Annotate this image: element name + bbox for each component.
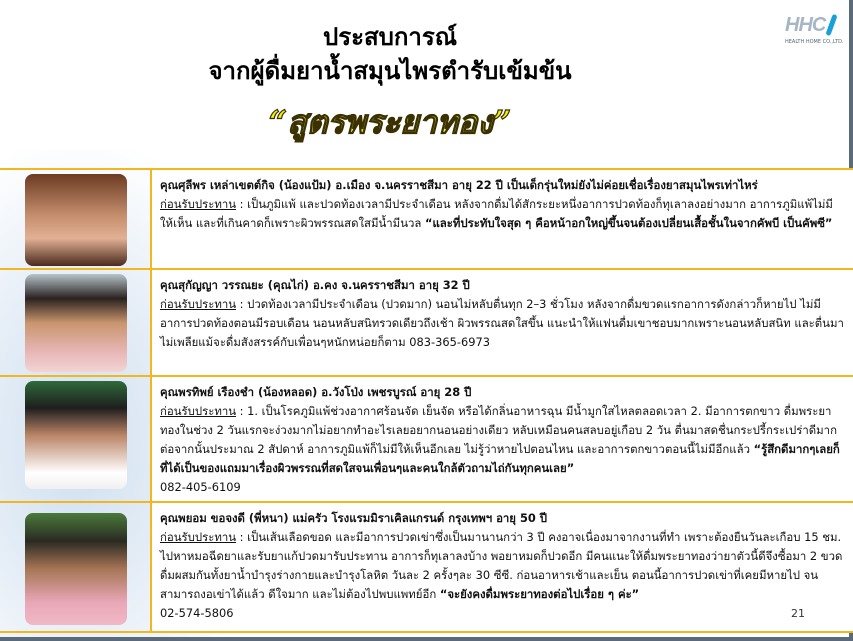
testimonials-table	[0, 168, 853, 633]
hhc-logo	[785, 14, 844, 50]
testimonial-quote: “รู้สึกดีมากๆเลยก็ที่ได้เป็นของแถมมาเรื่องผิวพรรณที่สดใสจนเพื่อนๆและคนใกล้ตัวถามไถ่กันทุกคนเลย”	[160, 442, 840, 475]
testimonial-photo	[25, 274, 127, 372]
table-row	[0, 269, 853, 376]
testimonial-photo	[25, 174, 127, 266]
testimonial-body: : ปวดท้องเวลามีประจำเดือน (ปวดมาก) นอนไม่หลับตื่นทุก 2–3 ชั่วโมง หลังจากดื่มขวดแรกอาการดังกล่าวก็หายไป ไม่มีอาการปวดท้องตอนมีรอบเดือน นอนหลับสนิทรวดเดียวถึงเช้า ผิวพรรณสดใสขึ้น แนะนำให้แฟนดื่มเขาชอบมากเพราะนอนหลับสนิท และตื่นมาไม่เพลียแม้จะดื่มสังสรรค์กับเพื่อนๆหนักหน่อยก็ตาม	[160, 297, 844, 349]
product-title: “สูตรพระยาทอง”	[268, 103, 512, 141]
testimonial-name: คุณพยอม ขอจงดี (พี่หนา) แม่ครัว โรงแรมมิราเคิลแกรนด์ กรุงเทพฯ อายุ 50 ปี	[160, 511, 547, 525]
testimonial-name: คุณสุกัญญา วรรณยะ (คุณไก่) อ.คง จ.นครราชสีมา อายุ 32 ปี	[160, 278, 470, 292]
before-label: ก่อนรับประทาน	[160, 404, 237, 418]
before-label: ก่อนรับประทาน	[160, 530, 237, 544]
title-line-1: ประสบการณ์	[322, 23, 458, 51]
logo-text: HHC	[785, 14, 826, 36]
testimonial-photo	[25, 381, 127, 489]
testimonial-body: : เป็นเส้นเลือดขอด และมีอาการปวดเข่าซึ่งเป็นมานานกว่า 3 ปี คงอาจเนื่องมาจากงานที่ทำ เพราะต้องยืนวันละเกือบ 15 ชม. ไปหาหมอฉีดยาและรับยาแก้ปวดมารับประทาน อาการก็ทุเลาลงบ้าง พอยาหมดก็ปวดอีก มีคนแนะให้ดื่มพระยาทองว่ายาตัวนี้ดีจึงซื้อมา 2 ขวด ดื่มผสมกันทั้งยาน้ำบำรุงร่างกายและบำรุงโลหิต วันละ 2 ครั้งๆละ 30 ซีซี. ก่อนอาหารเช้าและเย็น ตอนนี้อาการปวดเข่าที่เคยมีหายไป จนสามารถงอเข่าได้แล้ว ดีใจมาก และไม่ต้องไปพบแพทย์อีก	[160, 530, 843, 601]
phone-number: 083-365-6973	[409, 335, 490, 349]
before-label: ก่อนรับประทาน	[160, 197, 237, 211]
phone-number: 082-405-6109	[160, 480, 241, 494]
table-row	[0, 169, 853, 269]
table-row	[0, 376, 853, 502]
testimonial-photo	[25, 513, 127, 625]
testimonial-quote: “และที่ประทับใจสุด ๆ คือหน้าอกใหญ่ขึ้นจนต้องเปลี่ยนเสื้อชั้นในจากคัพบี เป็นคัพซี”	[424, 216, 833, 230]
logo-subtext: HEALTH HOME CO.,LTD.	[785, 39, 844, 45]
logo-figure-icon	[825, 14, 837, 36]
testimonial-name: คุณพรทิพย์ เรืองชำ (น้องหลอด) อ.วังโป่ง เพชรบูรณ์ อายุ 28 ปี	[160, 385, 472, 399]
testimonial-name: คุณศุลีพร เหล่าเขตต์กิจ (น้องแป้ม) อ.เมือง จ.นครราชสีมา อายุ 22 ปี เป็นเด็กรุ่นใหม่ยังไม่ค่อยเชื่อเรื่องยาสมุนไพรเท่าไหร่	[160, 178, 758, 192]
testimonial-body: : เป็นภูมิแพ้ และปวดท้องเวลามีประจำเดือน หลังจากดื่มได้สักระยะหนึ่งอาการปวดท้องก็ทุเลาลงอย่างมาก อาการภูมิแพ้ไม่มีให้เห็น และที่เกินคาดก็เพราะผิวพรรณสดใสมีน้ำมีนวล	[160, 197, 833, 230]
title-line-2: จากผู้ดื่มยาน้ำสมุนไพรตำรับเข้มข้น	[208, 57, 572, 85]
table-row	[0, 502, 853, 632]
phone-number: 02-574-5806	[160, 606, 234, 620]
before-label: ก่อนรับประทาน	[160, 297, 237, 311]
page-number: 21	[791, 607, 805, 620]
testimonial-quote: “จะยังคงดื่มพระยาทองต่อไปเรื่อย ๆ ค่ะ”	[439, 587, 640, 601]
testimonial-body: : 1. เป็นโรคภูมิแพ้ช่วงอากาศร้อนจัด เย็นจัด หรือได้กลิ่นอาหารฉุน มีน้ำมูกใสไหลตลอดเวลา 2. มีอาการตกขาว ดื่มพระยาทองในช่วง 2 วันแรกจะง่วงมากไม่อยากทำอะไรเลยอยากนอนอย่างเดียว หลับเหมือนคนสลบอยู่เกือบ 2 วัน ตื่นมาสดชื่นกระปรี้กระเปร่าดีมาก ต่อจากนั้นประมาณ 2 สัปดาห์ อาการภูมิแพ้ก็ไม่มีให้เห็นอีกเลย ไม่รู้ว่าหายไปตอนไหน และอาการตกขาวตอนนี้ไม่มีอีกแล้ว	[160, 404, 837, 456]
